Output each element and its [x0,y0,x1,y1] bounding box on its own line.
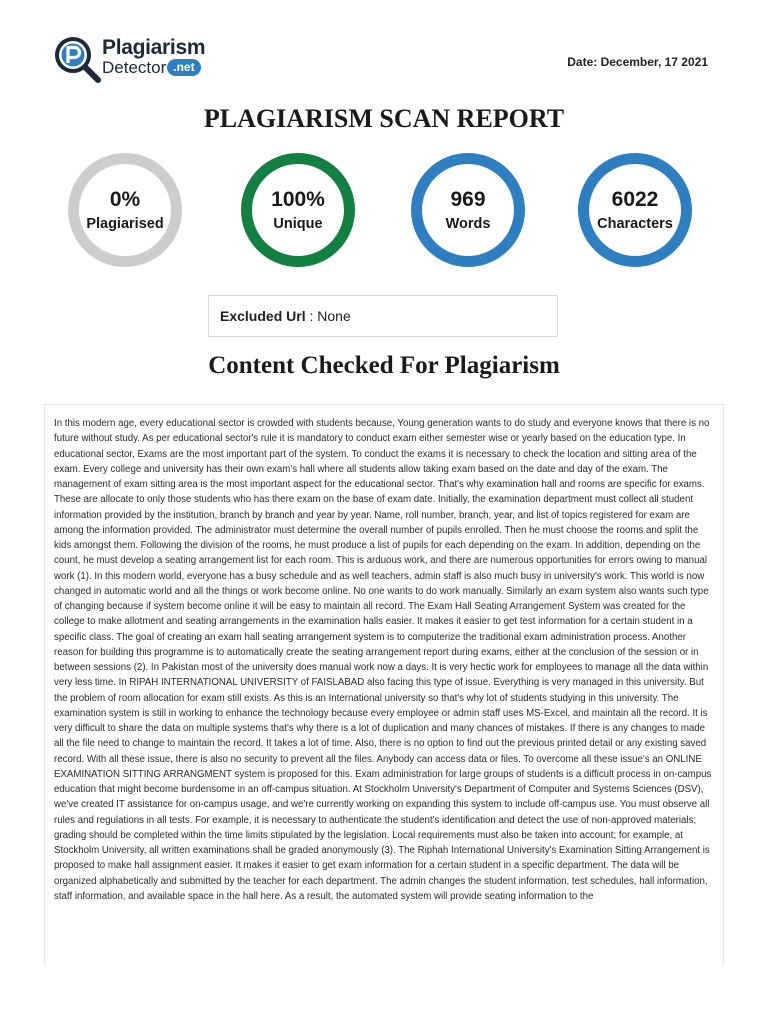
stat-label: Unique [273,216,323,233]
report-title: PLAGIARISM SCAN REPORT [203,104,565,133]
stat-label: Words [445,216,491,233]
stat-unique [241,153,355,267]
stat-value: 0% [109,187,141,211]
excluded-url-separator: : [305,308,318,324]
stat-value: 969 [450,187,486,211]
stat-plagiarised [68,153,182,267]
stat-words [411,153,525,267]
logo-badge: .net [167,59,200,76]
stat-characters [578,153,692,267]
stat-label: Plagiarised [86,216,164,233]
content-title: Content Checked For Plagiarism [208,352,560,379]
logo-wordmark-top: Plagiarism [102,36,206,59]
excluded-url-box [208,295,558,337]
content-box [44,404,724,964]
report-date: Date: December, 17 2021 [567,55,708,69]
stat-label: Characters [597,216,673,233]
excluded-url-value: None [317,308,351,324]
checked-content-text: In this modern age, every educational sector is crowded with students because, Young generation wants to do study and everyone knows that there is no future without study. As per educational sector's rule it is mandatory to conduct exam either semester wise or yearly based on the education type. In educational sector, Exams are the most important part of the system. To conduct the exams it is necessary to check the location and sitting area of the exam. Every college and university has their own exam's hall where all students allow taking exam based on the date and day of the exam. The management of exam sitting area is the most important aspect for the educational sector. That's why examination hall and rooms are specific for exams. These are allocate to only those students who has there exam on the base of exam date. Initially, the examination department must collect all student information provided by the institution, branch by branch and year by year. Name, roll number, branch, year, and list of topics registered for exam are among the information provided. The administrator must determine the overall number of pupils enrolled. Then he must choose the rooms and split the kids amongst them. Following the division of the rooms, he must produce a list of pupils for each depending on the exam. In addition, depending on the count, he must develop a seating arrangement list for each room. This is arduous work, and there are numerous opportunities for errors owing to manual work (1). In this modern world, everyone has a busy schedule and as well teachers, admin staff is also much busy in university's work. This world is now changed in automatic world and all the things or work become online. No one wants to do work manually. Similarly an exam system also wants such type of changing because if system become online it will be easy to maintain all record. The Exam Hall Seating Arrangement System was created for the college to make allotment and seating arrangements in the examination halls easier. It makes it easier to get test information for a certain student in a specific class. The goal of creating an exam hall seating arrangement system is to computerize the traditional exam administration process. Another reason for building this programme is to automatically create the seating arrangement report during exams, either at the conclusion of the session or in between sessions (2). In Pakistan most of the university does manual work now a days. It is very hectic work for employees to manage all the data within very less time. In RIPAH INTERNATIONAL UNIVERSITY of FAISLABAD also facing this type of issue. Everything is very managed in this university. But the problem of room allocation for exam still exists. As this is an International university so that's why lot of students studying in this university. The examination system is still in working to enhance the technology because every employee or admin staff uses MS-Excel, and maintain all the record. It is very difficult to share the data on multiple systems that's why there is a lot of duplication and many chances of mistakes. If there is any changes to made all the file need to change to maintain the record. It takes a lot of time. Also, there is no option to find out the previous printed detail or any existing saved record. With all these issue, there is also no security to prevent all the files. Anybody can access data or files. To overcome all these issue's an ONLINE EXAMINATION SITTING ARRANGMENT system is proposed for this. Exam administration for large groups of students is a difficult process in on-campus education that might become burdensome in an off-campus situation. At Stockholm University's Department of Computer and Systems Sciences (DSV), we've created IT assistance for on-campus usage, and we're currently working on expanding this system to include off-campus use. You must observe all rules and regulations in all tests. For example, it is necessary to authenticate the student's identification and detect the use of non-approved materials; grading should be completed within the time limits stipulated by the legislation. Local requirements must also be taken into account; for example, at Stockholm University, all written examinations shall be graded anonymously (3). The Riphah International University's Examination Sitting Arrangement is proposed to make hall assignment easier. It makes it easier to get exam information for a certain student in a specific department. The data will be organized alphabetically and submitted by the teacher for each department. The admin changes the student information, test schedules, hall information, staff information, and available space in the hall here. As a result, the automated system will provide seating information to the [54,418,712,902]
excluded-url-label: Excluded Url [220,308,306,324]
brand-logo [54,36,224,86]
logo-wordmark-bottom [102,58,201,78]
stat-value: 100% [271,187,325,211]
stat-value: 6022 [611,187,659,211]
logo-wordmark-detector: Detector [102,58,167,77]
